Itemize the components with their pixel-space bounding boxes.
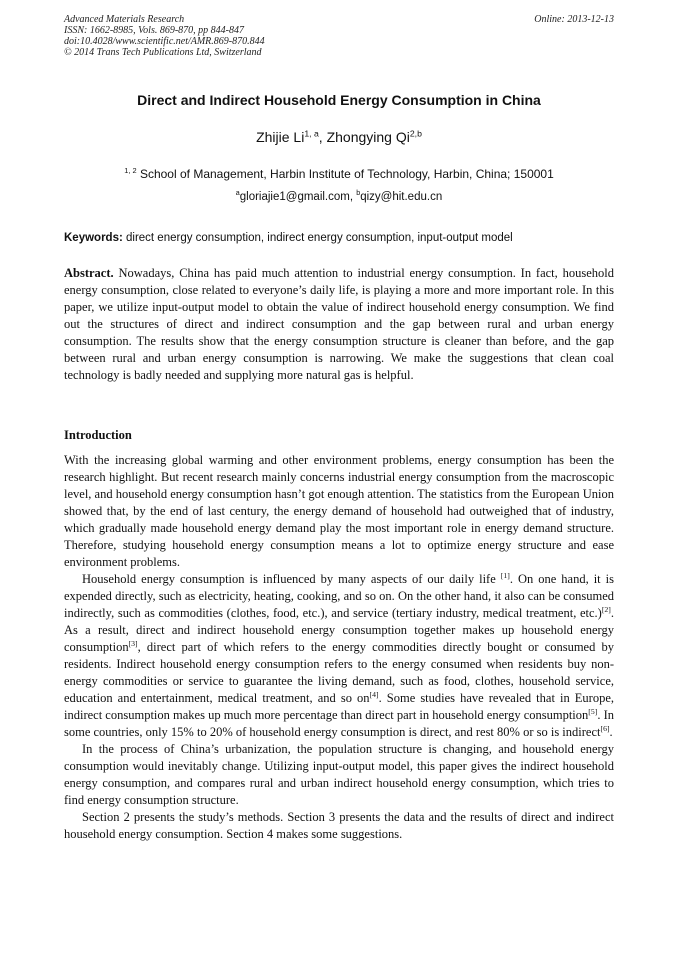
author-1-sup: 1, a — [304, 128, 319, 139]
abstract — [64, 265, 614, 384]
email-separator: , — [349, 191, 357, 203]
affiliation-sup: 1, 2 — [124, 166, 137, 175]
affiliation-line — [0, 167, 678, 181]
intro-paragraph-4: Section 2 presents the study’s methods. Section 3 presents the data and the results of direct and indirect household energy consumption. Section 4 makes some suggestions. — [64, 810, 614, 841]
email-a[interactable]: gloriajie1@gmail.com — [239, 191, 350, 203]
p2-text-g: . — [609, 725, 613, 739]
citation-5[interactable]: [5] — [588, 706, 598, 716]
author-separator: , — [318, 129, 327, 145]
keywords-text: direct energy consumption, indirect energy consumption, input-output model — [122, 232, 513, 244]
abstract-label: Abstract. — [64, 266, 114, 280]
citation-3[interactable]: [3] — [128, 638, 138, 648]
affiliation-text: School of Management, Harbin Institute of Technology, Harbin, China; 150001 — [136, 167, 554, 181]
journal-name: Advanced Materials Research — [64, 14, 185, 25]
author-2-sup: 2,b — [409, 128, 422, 139]
journal-copyright: © 2014 Trans Tech Publications Ltd, Switzerland — [64, 47, 262, 58]
email-b-sup: b — [356, 189, 361, 198]
p2-text-d: , direct part of which refers to the energy commodities directly bought or consumed by residents. Indirect household energy consumption refers to the energy consumed when residents buy non-energy commodities or service to guarantee the living demand, such as food, clothes, household service, education and entertainment, medical treatment, and so on — [64, 640, 614, 705]
citation-4[interactable]: [4] — [369, 689, 379, 699]
citation-6[interactable]: [6] — [600, 723, 610, 733]
abstract-text: Nowadays, China has paid much attention to industrial energy consumption. In fact, household energy consumption, close related to everyone’s daily life, is playing a more and more important role. In this paper, we utilize input-output model to obtain the value of indirect household energy consumption. We find out the structures of direct and indirect consumption and the gap between rural and urban energy consumption. The results show that the energy consumption structure is cleaner than before, and the gap between rural and urban energy consumption is narrowing. We make the suggestions that clean coal technology is badly needed and supplying more natural gas is helpful. — [64, 266, 614, 382]
p2-text-a: Household energy consumption is influenced by many aspects of our daily life — [82, 572, 501, 586]
online-date: Online: 2013-12-13 — [534, 14, 614, 25]
intro-paragraph-1: With the increasing global warming and other environment problems, energy consumption has been the research highlight. But recent research mainly concerns industrial energy consumption from the macroscopic level, and household energy consumption hasn’t got enough attention. The statistics from the European Union showed that, by the end of last century, the energy demand of household had outweighed that of industry, which gradually made household energy demand play the most important role in energy demand structure. Therefore, studying household energy consumption means a lot to optimize energy structure and ease environment problems. — [64, 453, 614, 569]
intro-paragraph-2 — [64, 571, 614, 741]
journal-header — [64, 14, 265, 58]
author-1-name: Zhijie Li — [256, 129, 305, 145]
keywords — [64, 232, 614, 244]
email-line — [0, 191, 678, 203]
p2-text-f: . In some countries, only 15% to 20% of household energy consumption is direct, and rest 80% or so is indirect — [64, 708, 614, 739]
email-a-sup: a — [235, 189, 240, 198]
intro-paragraph-3: In the process of China’s urbanization, the population structure is changing, and household energy consumption would inevitably change. Utilizing input-output model, this paper gives the indirect household energy consumption, and compares rural and urban indirect household energy consumption, which tries to find energy consumption structure. — [64, 742, 614, 807]
keywords-label: Keywords: — [64, 232, 123, 244]
journal-issn: ISSN: 1662-8985, Vols. 869-870, pp 844-847 — [64, 25, 244, 36]
citation-1[interactable]: [1] — [500, 570, 510, 580]
citation-2[interactable]: [2] — [601, 604, 611, 614]
author-2-name: Zhongying Qi — [326, 129, 410, 145]
paper-title: Direct and Indirect Household Energy Consumption in China — [137, 92, 541, 108]
p2-text-b: . On one hand, it is expended directly, such as electricity, heating, cooking, and so on. On the other hand, it also can be consumed indirectly, such as commodities (clothes, food, etc.), and service (tertiary industry, medical treatment, etc.) — [64, 572, 614, 620]
p2-text-c: . As a result, direct and indirect household energy consumption together makes up household energy consumption — [64, 606, 614, 654]
section-heading-introduction: Introduction — [64, 428, 132, 442]
journal-doi[interactable]: doi:10.4028/www.scientific.net/AMR.869-870.844 — [64, 36, 265, 47]
introduction-body — [64, 452, 614, 843]
p2-text-e: . Some studies have revealed that in Europe, indirect consumption makes up much more percentage than direct part in household energy consumption — [64, 691, 614, 722]
email-b[interactable]: qizy@hit.edu.cn — [360, 191, 443, 203]
author-line — [0, 129, 678, 145]
